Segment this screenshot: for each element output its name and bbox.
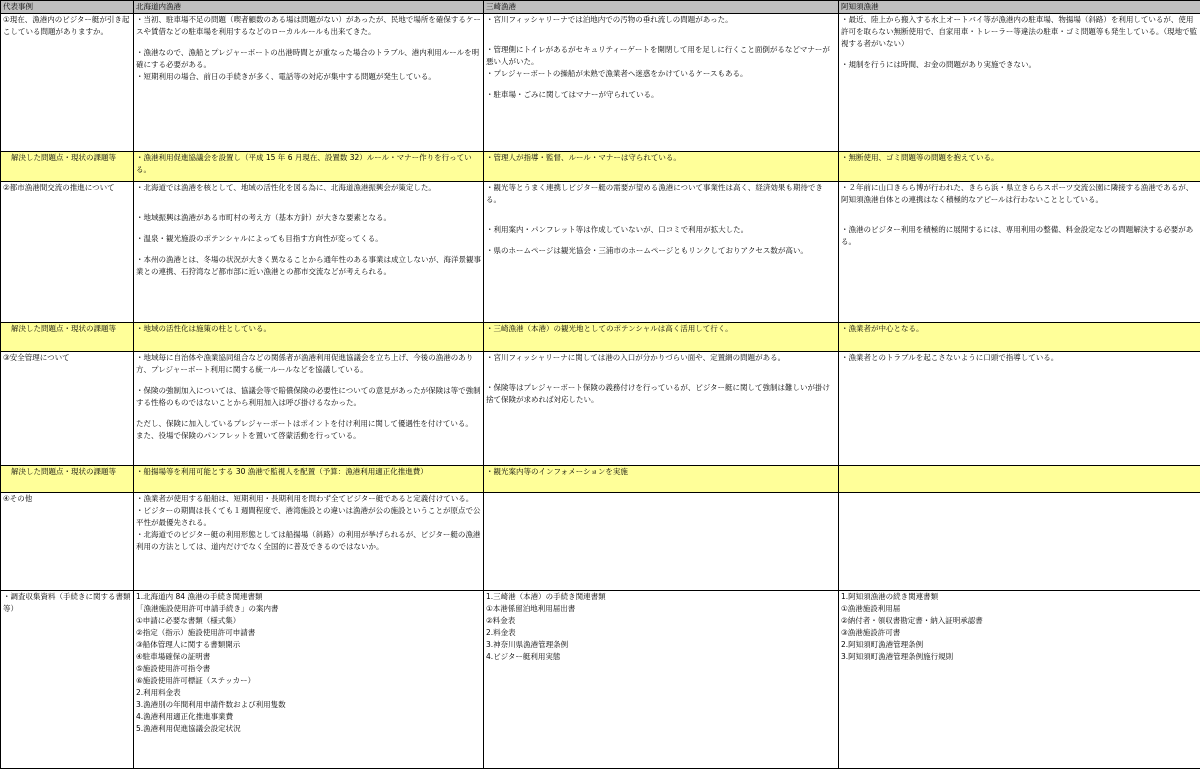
resolved-cell-hokkaido: ・漁港利用促進協議会を設置し（平成 15 年 6 月現在、設置数 32）ルール・マナー作りを行っている。 bbox=[134, 152, 484, 182]
spacer bbox=[486, 215, 836, 224]
cell-misaki bbox=[484, 591, 839, 769]
cell-paragraph: ・保険等はプレジャーボート保険の義務付けを行っているが、ビジター艇に関して強制は難しいが掛け捨て保険が求めれば対応したい。 bbox=[486, 382, 836, 406]
cell-paragraph: ・最近、陸上から搬入する水上オートバイ等が漁港内の駐車場、物揚場（斜路）を利用しているが、使用許可を取らない無断使用で、自家用車・トレーラー等違法の駐車・ゴミ問題等も発生している。（現地で監視する者がいない） bbox=[841, 14, 1198, 50]
section-label: ②都市漁港間交流の推進について bbox=[1, 182, 134, 323]
cell-achisu bbox=[839, 14, 1200, 152]
cell-paragraph: ・ビジターの期間は長くても１週間程度で、港湾施設との違いは漁港が公の施設ということが原点で公平性が最優先される。 bbox=[136, 505, 481, 529]
section-row bbox=[1, 14, 1200, 152]
resolved-cell-misaki: ・三崎漁港（本港）の観光地としてのポテンシャルは高く活用して行く。 bbox=[484, 323, 839, 352]
cell-paragraph: 4.漁港利用適正化推進事業費 bbox=[136, 711, 481, 723]
cell-paragraph: ・観光等とうまく連携しビジター艇の需要が望める漁港について事業性は高く、経済効果も期待できる。 bbox=[486, 182, 836, 206]
spacer bbox=[136, 203, 481, 212]
cell-paragraph: ・規制を行うには時間、お金の問題があり実施できない。 bbox=[841, 59, 1198, 71]
cell-paragraph: ・地域毎に自治体や漁業協同組合などの関係者が漁港利用促進協議会を立ち上げ、今後の漁港のあり方、プレジャーボート利用に関する統一ルールなどを協議している。 bbox=[136, 352, 481, 376]
spacer bbox=[486, 35, 836, 44]
cell-hokkaido bbox=[134, 14, 484, 152]
section-label: ①現在、漁港内のビジター艇が引き起こしている問題がありますか。 bbox=[1, 14, 134, 152]
resolved-cell-achisu: ・無断使用、ゴミ問題等の問題を抱えている。 bbox=[839, 152, 1200, 182]
cell-hokkaido bbox=[134, 182, 484, 323]
section-label: ④その他 bbox=[1, 493, 134, 591]
resolved-cell-achisu: ・漁業者が中心となる。 bbox=[839, 323, 1200, 352]
cell-paragraph: ③船体管理人に関する書類開示 bbox=[136, 639, 481, 651]
resolved-row bbox=[1, 466, 1200, 493]
spacer bbox=[136, 38, 481, 47]
spacer bbox=[136, 376, 481, 385]
cell-achisu bbox=[839, 352, 1200, 466]
section-row bbox=[1, 591, 1200, 769]
spacer bbox=[486, 373, 836, 382]
cell-achisu bbox=[839, 182, 1200, 323]
cell-misaki bbox=[484, 14, 839, 152]
resolved-cell-misaki: ・管理人が指導・監督、ルール・マナーは守られている。 bbox=[484, 152, 839, 182]
spacer bbox=[136, 194, 481, 203]
cell-paragraph: 2.利用料金表 bbox=[136, 687, 481, 699]
resolved-label: 解決した問題点・現状の課題等 bbox=[1, 152, 134, 182]
cell-hokkaido bbox=[134, 493, 484, 591]
header-cell-category: 代表事例 bbox=[1, 1, 134, 14]
section-row bbox=[1, 493, 1200, 591]
cell-paragraph: ①漁港施設利用届 bbox=[841, 603, 1198, 615]
cell-paragraph: ただし、保険に加入しているプレジャーボートはポイントを付け利用に関して優遇性を付けている。 bbox=[136, 418, 481, 430]
cell-paragraph: ・地域振興は漁港がある市町村の考え方（基本方針）が大きな要素となる。 bbox=[136, 212, 481, 224]
section-label: ・調査収集資料（手続きに関する書類等） bbox=[1, 591, 134, 769]
cell-paragraph: ②納付者・領収書勘定書・納入証明承認書 bbox=[841, 615, 1198, 627]
header-cell-achisu: 阿知須漁港 bbox=[839, 1, 1200, 14]
section-row bbox=[1, 182, 1200, 323]
resolved-row bbox=[1, 323, 1200, 352]
spacer bbox=[136, 245, 481, 254]
cell-paragraph: 3.漁港別の年間利用申請件数および利用隻数 bbox=[136, 699, 481, 711]
cell-paragraph: 3.神奈川県漁港管理条例 bbox=[486, 639, 836, 651]
cell-misaki bbox=[484, 182, 839, 323]
header-row bbox=[1, 1, 1200, 14]
cell-paragraph: 1.北海道内 84 漁港の手続き関連書類 bbox=[136, 591, 481, 603]
spacer bbox=[486, 26, 836, 35]
spacer bbox=[486, 236, 836, 245]
cell-paragraph: ・漁業者とのトラブルを起こさないように口頭で指導している。 bbox=[841, 352, 1198, 364]
cell-paragraph: ・漁港なので、漁船とプレジャーボートの出港時間とが重なった場合のトラブル、港内利用ルールを明確にする必要がある。 bbox=[136, 47, 481, 71]
cell-paragraph: 2.料金表 bbox=[486, 627, 836, 639]
cell-achisu bbox=[839, 493, 1200, 591]
cell-paragraph: ・宮川フィッシャリーナに関しては港の入口が分かりづらい面や、定置網の問題がある。 bbox=[486, 352, 836, 364]
cell-paragraph: 3.阿知須町漁港管理条例施行規則 bbox=[841, 651, 1198, 663]
cell-paragraph: ⑤施設使用許可指令書 bbox=[136, 663, 481, 675]
cell-paragraph: ②料金表 bbox=[486, 615, 836, 627]
spacer bbox=[136, 409, 481, 418]
section-label: ③安全管理について bbox=[1, 352, 134, 466]
cell-paragraph: ・漁業者が使用する船舶は、短期利用・長期利用を問わず全てビジター艇であると定義付けている。 bbox=[136, 493, 481, 505]
cell-paragraph: ・漁港のビジター利用を積極的に展開するには、専用利用の整備、料金設定などの問題解決する必要がある。 bbox=[841, 224, 1198, 248]
cell-paragraph: ・２年前に山口きらら博が行われた、きらら浜・県立きららスポーツ交流公園に隣接する漁港であるが、阿知須漁港自体との連携はなく積極的なアピールは行わないこととしている。 bbox=[841, 182, 1198, 206]
cell-paragraph: 1.三崎港（本港）の手続き関連書類 bbox=[486, 591, 836, 603]
resolved-cell-hokkaido: ・船揚場等を利用可能とする 30 漁港で監視人を配置（予算：漁港利用適正化推進費） bbox=[134, 466, 484, 493]
cell-paragraph: ⑥施設使用許可標証（ステッカー） bbox=[136, 675, 481, 687]
spacer bbox=[136, 224, 481, 233]
spacer bbox=[841, 50, 1198, 59]
cell-paragraph: ②指定（指示）施設使用許可申請書 bbox=[136, 627, 481, 639]
header-cell-misaki: 三崎漁港 bbox=[484, 1, 839, 14]
cell-paragraph: 「漁港施設使用許可申請手続き」の案内書 bbox=[136, 603, 481, 615]
cell-paragraph: ・プレジャーボートの操船が未熟で漁業者へ迷惑をかけているケースもある。 bbox=[486, 68, 836, 80]
resolved-cell-misaki: ・観光案内等のインフォメーションを実施 bbox=[484, 466, 839, 493]
cell-paragraph: ・管理側にトイレがあるがセキュリティーゲートを開閉して用を足しに行くこと面倒がるなどマナーが悪い人がいた。 bbox=[486, 44, 836, 68]
resolved-label: 解決した問題点・現状の課題等 bbox=[1, 466, 134, 493]
spacer bbox=[486, 206, 836, 215]
cell-hokkaido bbox=[134, 352, 484, 466]
resolved-label: 解決した問題点・現状の課題等 bbox=[1, 323, 134, 352]
cell-paragraph: ③漁港施設許可書 bbox=[841, 627, 1198, 639]
cell-paragraph: ・短期利用の場合、前日の手続きが多く、電話等の対応が集中する問題が発生している。 bbox=[136, 71, 481, 83]
cell-paragraph: ・保険の強制加入については、協議会等で賠償保険の必要性についての意見があったが保険は等で強制する性格のものではないことから利用加入は呼び掛けるなかった。 bbox=[136, 385, 481, 409]
spacer bbox=[841, 206, 1198, 215]
cell-paragraph: 1.阿知須漁港の続き関連書類 bbox=[841, 591, 1198, 603]
resolved-cell-achisu bbox=[839, 466, 1200, 493]
cell-paragraph: ①本港係留泊地利用届出書 bbox=[486, 603, 836, 615]
cell-paragraph: ・宮川フィッシャリーナでは泊地内での汚物の垂れ流しの問題があった。 bbox=[486, 14, 836, 26]
resolved-row bbox=[1, 152, 1200, 182]
cell-paragraph: ・北海道では漁港を核として、地域の活性化を図る為に、北海道漁港振興会が策定した。 bbox=[136, 182, 481, 194]
cell-hokkaido bbox=[134, 591, 484, 769]
spacer bbox=[486, 364, 836, 373]
resolved-cell-hokkaido: ・地域の活性化は施策の柱としている。 bbox=[134, 323, 484, 352]
spacer bbox=[841, 215, 1198, 224]
cell-misaki bbox=[484, 493, 839, 591]
cell-paragraph: ①申請に必要な書類（様式集） bbox=[136, 615, 481, 627]
cell-paragraph: 4.ビジター艇利用実態 bbox=[486, 651, 836, 663]
cell-misaki bbox=[484, 352, 839, 466]
header-cell-hokkaido: 北海道内漁港 bbox=[134, 1, 484, 14]
cell-paragraph: ・北海道でのビジター艇の利用形態としては船揚場（斜路）の利用が挙げられるが、ビジター艇の漁港利用の方法としては、道内だけでなく全国的に普及できるのではないか。 bbox=[136, 529, 481, 553]
section-row bbox=[1, 352, 1200, 466]
cell-paragraph: また、役場で保険のパンフレットを置いて啓蒙活動を行っている。 bbox=[136, 430, 481, 442]
cell-paragraph: ・利用案内・パンフレット等は作成していないが、口コミで利用が拡大した。 bbox=[486, 224, 836, 236]
cell-paragraph: ④駐車場確保の証明書 bbox=[136, 651, 481, 663]
cell-paragraph: ・当初、駐車場不足の問題（喫者顧数のある場は問題がない）があったが、民地で場所を確保するケースや賃借などの駐車場を利用するなどのローカルルールも出来てきた。 bbox=[136, 14, 481, 38]
cell-paragraph: 2.阿知須町漁港管理条例 bbox=[841, 639, 1198, 651]
spacer bbox=[486, 80, 836, 89]
cell-paragraph: ・駐車場・ごみに関してはマナーが守られている。 bbox=[486, 89, 836, 101]
cell-paragraph: 5.漁港利用促進協議会設定状況 bbox=[136, 723, 481, 735]
cell-paragraph: ・本州の漁港とは、冬場の状況が大きく異なることから通年性のある事業は成立しないが、海洋景観事業との連携、石狩湾など都市部に近い漁港との都市交流などが考えられる。 bbox=[136, 254, 481, 278]
cell-paragraph: ・温泉・観光施設のポテンシャルによっても目指す方向性が変ってくる。 bbox=[136, 233, 481, 245]
cell-achisu bbox=[839, 591, 1200, 769]
cell-paragraph: ・県のホームページは観光協会・三浦市のホームページともリンクしておりアクセス数が高い。 bbox=[486, 245, 836, 257]
